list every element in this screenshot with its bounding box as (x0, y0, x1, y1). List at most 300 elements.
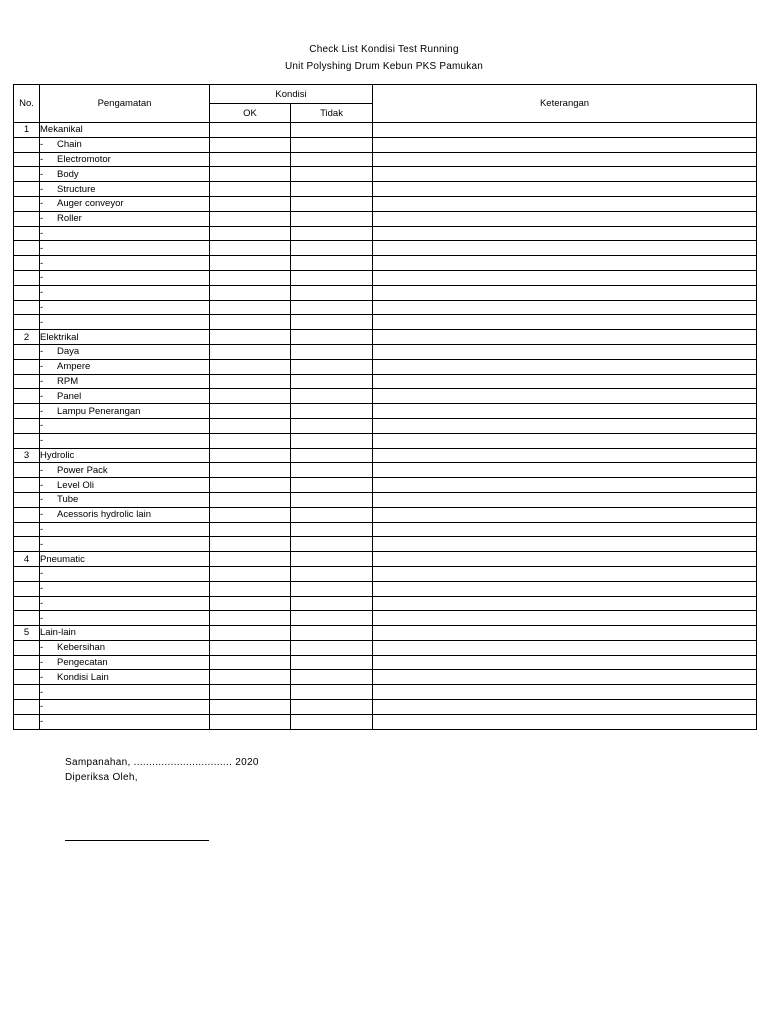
item-number-cell (14, 418, 40, 433)
checklist-body (14, 123, 757, 730)
tidak-cell[interactable] (291, 182, 373, 197)
ok-cell[interactable] (210, 418, 291, 433)
keterangan-cell[interactable] (373, 640, 757, 655)
keterangan-cell[interactable] (373, 315, 757, 330)
ok-cell[interactable] (210, 404, 291, 419)
place-date-line: Sampanahan, ................................ 2020 (65, 757, 259, 768)
item-cell (40, 581, 210, 596)
keterangan-cell[interactable] (373, 152, 757, 167)
header-keterangan: Keterangan (373, 85, 757, 123)
item-label: Pengecatan (57, 657, 108, 669)
tidak-cell[interactable] (291, 492, 373, 507)
ok-cell[interactable] (210, 463, 291, 478)
item-label: Power Pack (57, 464, 108, 476)
keterangan-cell[interactable] (373, 330, 757, 345)
item-row (14, 241, 757, 256)
ok-cell[interactable] (210, 700, 291, 715)
item-row (14, 167, 757, 182)
keterangan-cell[interactable] (373, 226, 757, 241)
item-cell (40, 714, 210, 729)
ok-cell[interactable] (210, 167, 291, 182)
checklist-table (13, 84, 757, 730)
ok-cell[interactable] (210, 537, 291, 552)
item-row (14, 537, 757, 552)
item-number-cell (14, 537, 40, 552)
ok-cell[interactable] (210, 626, 291, 641)
keterangan-cell[interactable] (373, 211, 757, 226)
ok-cell[interactable] (210, 270, 291, 285)
item-row (14, 463, 757, 478)
tidak-cell[interactable] (291, 167, 373, 182)
item-cell (40, 167, 210, 182)
section-number: 5 (14, 626, 40, 641)
item-dash: - (40, 464, 44, 476)
item-cell (40, 344, 210, 359)
tidak-cell[interactable] (291, 404, 373, 419)
item-cell (40, 566, 210, 581)
item-number-cell (14, 196, 40, 211)
section-number: 2 (14, 330, 40, 345)
tidak-cell[interactable] (291, 596, 373, 611)
item-number-cell (14, 270, 40, 285)
section-number: 3 (14, 448, 40, 463)
item-number-cell (14, 374, 40, 389)
item-dash: - (40, 346, 44, 358)
ok-cell[interactable] (210, 330, 291, 345)
item-cell (40, 463, 210, 478)
tidak-cell[interactable] (291, 552, 373, 567)
item-row (14, 596, 757, 611)
tidak-cell[interactable] (291, 537, 373, 552)
keterangan-cell[interactable] (373, 241, 757, 256)
tidak-cell[interactable] (291, 211, 373, 226)
item-cell (40, 211, 210, 226)
keterangan-cell[interactable] (373, 448, 757, 463)
ok-cell[interactable] (210, 655, 291, 670)
item-label: Tube (57, 494, 79, 506)
item-number-cell (14, 167, 40, 182)
tidak-cell[interactable] (291, 700, 373, 715)
keterangan-cell[interactable] (373, 714, 757, 729)
tidak-cell[interactable] (291, 241, 373, 256)
section-row (14, 552, 757, 567)
item-dash: - (40, 153, 44, 165)
keterangan-cell[interactable] (373, 167, 757, 182)
keterangan-cell[interactable] (373, 507, 757, 522)
tidak-cell[interactable] (291, 566, 373, 581)
item-dash: - (40, 701, 44, 713)
keterangan-cell[interactable] (373, 581, 757, 596)
tidak-cell[interactable] (291, 714, 373, 729)
tidak-cell[interactable] (291, 507, 373, 522)
ok-cell[interactable] (210, 448, 291, 463)
keterangan-cell[interactable] (373, 566, 757, 581)
item-row (14, 670, 757, 685)
ok-cell[interactable] (210, 182, 291, 197)
keterangan-cell[interactable] (373, 537, 757, 552)
item-number-cell (14, 241, 40, 256)
item-row (14, 640, 757, 655)
tidak-cell[interactable] (291, 330, 373, 345)
item-label: Kebersihan (57, 642, 106, 654)
tidak-cell[interactable] (291, 522, 373, 537)
ok-cell[interactable] (210, 315, 291, 330)
ok-cell[interactable] (210, 389, 291, 404)
keterangan-cell[interactable] (373, 670, 757, 685)
item-number-cell (14, 182, 40, 197)
item-dash: - (40, 597, 44, 609)
item-number-cell (14, 685, 40, 700)
item-dash: - (40, 375, 44, 387)
ok-cell[interactable] (210, 581, 291, 596)
item-row (14, 685, 757, 700)
item-cell (40, 182, 210, 197)
item-row (14, 256, 757, 271)
ok-cell[interactable] (210, 300, 291, 315)
keterangan-cell[interactable] (373, 463, 757, 478)
document-subtitle: Unit Polyshing Drum Kebun PKS Pamukan (284, 61, 484, 72)
section-title: Elektrikal (40, 330, 210, 345)
tidak-cell[interactable] (291, 670, 373, 685)
ok-cell[interactable] (210, 196, 291, 211)
item-number-cell (14, 507, 40, 522)
ok-cell[interactable] (210, 374, 291, 389)
ok-cell[interactable] (210, 566, 291, 581)
item-dash: - (40, 390, 44, 402)
item-cell (40, 611, 210, 626)
ok-cell[interactable] (210, 123, 291, 138)
item-dash: - (40, 168, 44, 180)
section-title: Lain-lain (40, 626, 210, 641)
item-number-cell (14, 478, 40, 493)
tidak-cell[interactable] (291, 626, 373, 641)
item-row (14, 566, 757, 581)
tidak-cell[interactable] (291, 581, 373, 596)
tidak-cell[interactable] (291, 285, 373, 300)
ok-cell[interactable] (210, 241, 291, 256)
item-cell (40, 507, 210, 522)
tidak-cell[interactable] (291, 123, 373, 138)
keterangan-cell[interactable] (373, 655, 757, 670)
tidak-cell[interactable] (291, 344, 373, 359)
item-label: Kondisi Lain (57, 671, 109, 683)
header-no: No. (14, 85, 40, 123)
item-row (14, 478, 757, 493)
tidak-cell[interactable] (291, 448, 373, 463)
keterangan-cell[interactable] (373, 196, 757, 211)
tidak-cell[interactable] (291, 270, 373, 285)
ok-cell[interactable] (210, 640, 291, 655)
item-number-cell (14, 226, 40, 241)
item-number-cell (14, 137, 40, 152)
item-row (14, 492, 757, 507)
item-cell (40, 492, 210, 507)
item-label: Body (57, 168, 79, 180)
section-row (14, 123, 757, 138)
item-cell (40, 137, 210, 152)
item-dash: - (40, 316, 44, 328)
item-dash: - (40, 361, 44, 373)
section-title: Pneumatic (40, 552, 210, 567)
tidak-cell[interactable] (291, 315, 373, 330)
ok-cell[interactable] (210, 152, 291, 167)
item-row (14, 137, 757, 152)
item-dash: - (40, 583, 44, 595)
keterangan-cell[interactable] (373, 300, 757, 315)
item-cell (40, 478, 210, 493)
item-dash: - (40, 671, 44, 683)
keterangan-cell[interactable] (373, 389, 757, 404)
item-dash: - (40, 227, 44, 239)
item-number-cell (14, 285, 40, 300)
tidak-cell[interactable] (291, 389, 373, 404)
keterangan-cell[interactable] (373, 404, 757, 419)
section-title: Hydrolic (40, 448, 210, 463)
item-cell (40, 404, 210, 419)
item-cell (40, 270, 210, 285)
tidak-cell[interactable] (291, 137, 373, 152)
item-number-cell (14, 700, 40, 715)
tidak-cell[interactable] (291, 685, 373, 700)
item-cell (40, 315, 210, 330)
item-row (14, 315, 757, 330)
item-label: Auger conveyor (57, 198, 124, 210)
item-cell (40, 537, 210, 552)
ok-cell[interactable] (210, 344, 291, 359)
keterangan-cell[interactable] (373, 700, 757, 715)
ok-cell[interactable] (210, 507, 291, 522)
keterangan-cell[interactable] (373, 344, 757, 359)
item-number-cell (14, 522, 40, 537)
ok-cell[interactable] (210, 492, 291, 507)
item-cell (40, 256, 210, 271)
section-title: Mekanikal (40, 123, 210, 138)
checked-by-label: Diperiksa Oleh, (65, 772, 138, 783)
item-label: Chain (57, 139, 82, 151)
item-cell (40, 389, 210, 404)
keterangan-cell[interactable] (373, 596, 757, 611)
item-row (14, 196, 757, 211)
item-dash: - (40, 642, 44, 654)
item-dash: - (40, 716, 44, 728)
item-label: Roller (57, 213, 82, 225)
item-cell (40, 285, 210, 300)
keterangan-cell[interactable] (373, 626, 757, 641)
keterangan-cell[interactable] (373, 552, 757, 567)
keterangan-cell[interactable] (373, 492, 757, 507)
item-dash: - (40, 272, 44, 284)
item-row (14, 700, 757, 715)
tidak-cell[interactable] (291, 655, 373, 670)
item-number-cell (14, 655, 40, 670)
item-label: Panel (57, 390, 82, 402)
signature-line (65, 840, 209, 841)
item-row (14, 404, 757, 419)
item-cell (40, 670, 210, 685)
item-row (14, 152, 757, 167)
section-number: 1 (14, 123, 40, 138)
tidak-cell[interactable] (291, 478, 373, 493)
item-cell (40, 640, 210, 655)
ok-cell[interactable] (210, 359, 291, 374)
tidak-cell[interactable] (291, 374, 373, 389)
item-label: Structure (57, 183, 96, 195)
item-row (14, 581, 757, 596)
item-cell (40, 700, 210, 715)
tidak-cell[interactable] (291, 196, 373, 211)
item-dash: - (40, 183, 44, 195)
tidak-cell[interactable] (291, 300, 373, 315)
document-title: Check List Kondisi Test Running (309, 44, 459, 55)
item-cell (40, 418, 210, 433)
ok-cell[interactable] (210, 552, 291, 567)
item-row (14, 433, 757, 448)
keterangan-cell[interactable] (373, 256, 757, 271)
item-number-cell (14, 670, 40, 685)
keterangan-cell[interactable] (373, 685, 757, 700)
item-label: Electromotor (57, 153, 111, 165)
item-dash: - (40, 435, 44, 447)
ok-cell[interactable] (210, 522, 291, 537)
item-cell (40, 433, 210, 448)
item-cell (40, 300, 210, 315)
item-cell (40, 359, 210, 374)
item-number-cell (14, 596, 40, 611)
item-dash: - (40, 509, 44, 521)
item-cell (40, 685, 210, 700)
item-label: RPM (57, 375, 79, 387)
item-number-cell (14, 463, 40, 478)
item-row (14, 182, 757, 197)
item-number-cell (14, 714, 40, 729)
tidak-cell[interactable] (291, 418, 373, 433)
item-row (14, 211, 757, 226)
item-row (14, 714, 757, 729)
ok-cell[interactable] (210, 478, 291, 493)
keterangan-cell[interactable] (373, 418, 757, 433)
ok-cell[interactable] (210, 596, 291, 611)
ok-cell[interactable] (210, 611, 291, 626)
header-pengamatan: Pengamatan (40, 85, 210, 123)
item-number-cell (14, 344, 40, 359)
item-row (14, 226, 757, 241)
item-number-cell (14, 211, 40, 226)
item-label: Level Oli (57, 479, 94, 491)
ok-cell[interactable] (210, 285, 291, 300)
item-row (14, 507, 757, 522)
item-cell (40, 196, 210, 211)
keterangan-cell[interactable] (373, 123, 757, 138)
item-cell (40, 226, 210, 241)
item-row (14, 270, 757, 285)
keterangan-cell[interactable] (373, 522, 757, 537)
item-row (14, 389, 757, 404)
keterangan-cell[interactable] (373, 182, 757, 197)
ok-cell[interactable] (210, 685, 291, 700)
item-number-cell (14, 152, 40, 167)
header-kondisi: Kondisi (210, 85, 373, 104)
item-number-cell (14, 404, 40, 419)
ok-cell[interactable] (210, 226, 291, 241)
item-dash: - (40, 405, 44, 417)
item-dash: - (40, 479, 44, 491)
ok-cell[interactable] (210, 433, 291, 448)
item-number-cell (14, 640, 40, 655)
tidak-cell[interactable] (291, 256, 373, 271)
ok-cell[interactable] (210, 211, 291, 226)
item-row (14, 522, 757, 537)
header-tidak: Tidak (291, 104, 373, 123)
item-number-cell (14, 611, 40, 626)
keterangan-cell[interactable] (373, 478, 757, 493)
item-number-cell (14, 300, 40, 315)
item-dash: - (40, 612, 44, 624)
ok-cell[interactable] (210, 137, 291, 152)
ok-cell[interactable] (210, 670, 291, 685)
keterangan-cell[interactable] (373, 270, 757, 285)
ok-cell[interactable] (210, 714, 291, 729)
tidak-cell[interactable] (291, 640, 373, 655)
item-dash: - (40, 257, 44, 269)
keterangan-cell[interactable] (373, 611, 757, 626)
header-ok: OK (210, 104, 291, 123)
ok-cell[interactable] (210, 256, 291, 271)
item-row (14, 418, 757, 433)
tidak-cell[interactable] (291, 226, 373, 241)
item-dash: - (40, 242, 44, 254)
keterangan-cell[interactable] (373, 374, 757, 389)
item-label: Lampu Penerangan (57, 405, 141, 417)
item-cell (40, 241, 210, 256)
item-label: Ampere (57, 361, 91, 373)
item-number-cell (14, 256, 40, 271)
item-number-cell (14, 492, 40, 507)
item-row (14, 611, 757, 626)
item-dash: - (40, 301, 44, 313)
keterangan-cell[interactable] (373, 359, 757, 374)
keterangan-cell[interactable] (373, 137, 757, 152)
item-dash: - (40, 420, 44, 432)
item-dash: - (40, 657, 44, 669)
item-row (14, 300, 757, 315)
tidak-cell[interactable] (291, 611, 373, 626)
item-number-cell (14, 581, 40, 596)
item-dash: - (40, 494, 44, 506)
item-label: Acessoris hydrolic lain (57, 509, 151, 521)
item-row (14, 655, 757, 670)
tidak-cell[interactable] (291, 152, 373, 167)
item-cell (40, 596, 210, 611)
section-number: 4 (14, 552, 40, 567)
keterangan-cell[interactable] (373, 433, 757, 448)
item-number-cell (14, 433, 40, 448)
item-dash: - (40, 139, 44, 151)
item-number-cell (14, 389, 40, 404)
tidak-cell[interactable] (291, 433, 373, 448)
item-dash: - (40, 568, 44, 580)
tidak-cell[interactable] (291, 359, 373, 374)
keterangan-cell[interactable] (373, 285, 757, 300)
item-row (14, 374, 757, 389)
item-cell (40, 152, 210, 167)
item-cell (40, 374, 210, 389)
tidak-cell[interactable] (291, 463, 373, 478)
item-row (14, 285, 757, 300)
item-dash: - (40, 523, 44, 535)
item-dash: - (40, 538, 44, 550)
section-row (14, 448, 757, 463)
item-cell (40, 655, 210, 670)
